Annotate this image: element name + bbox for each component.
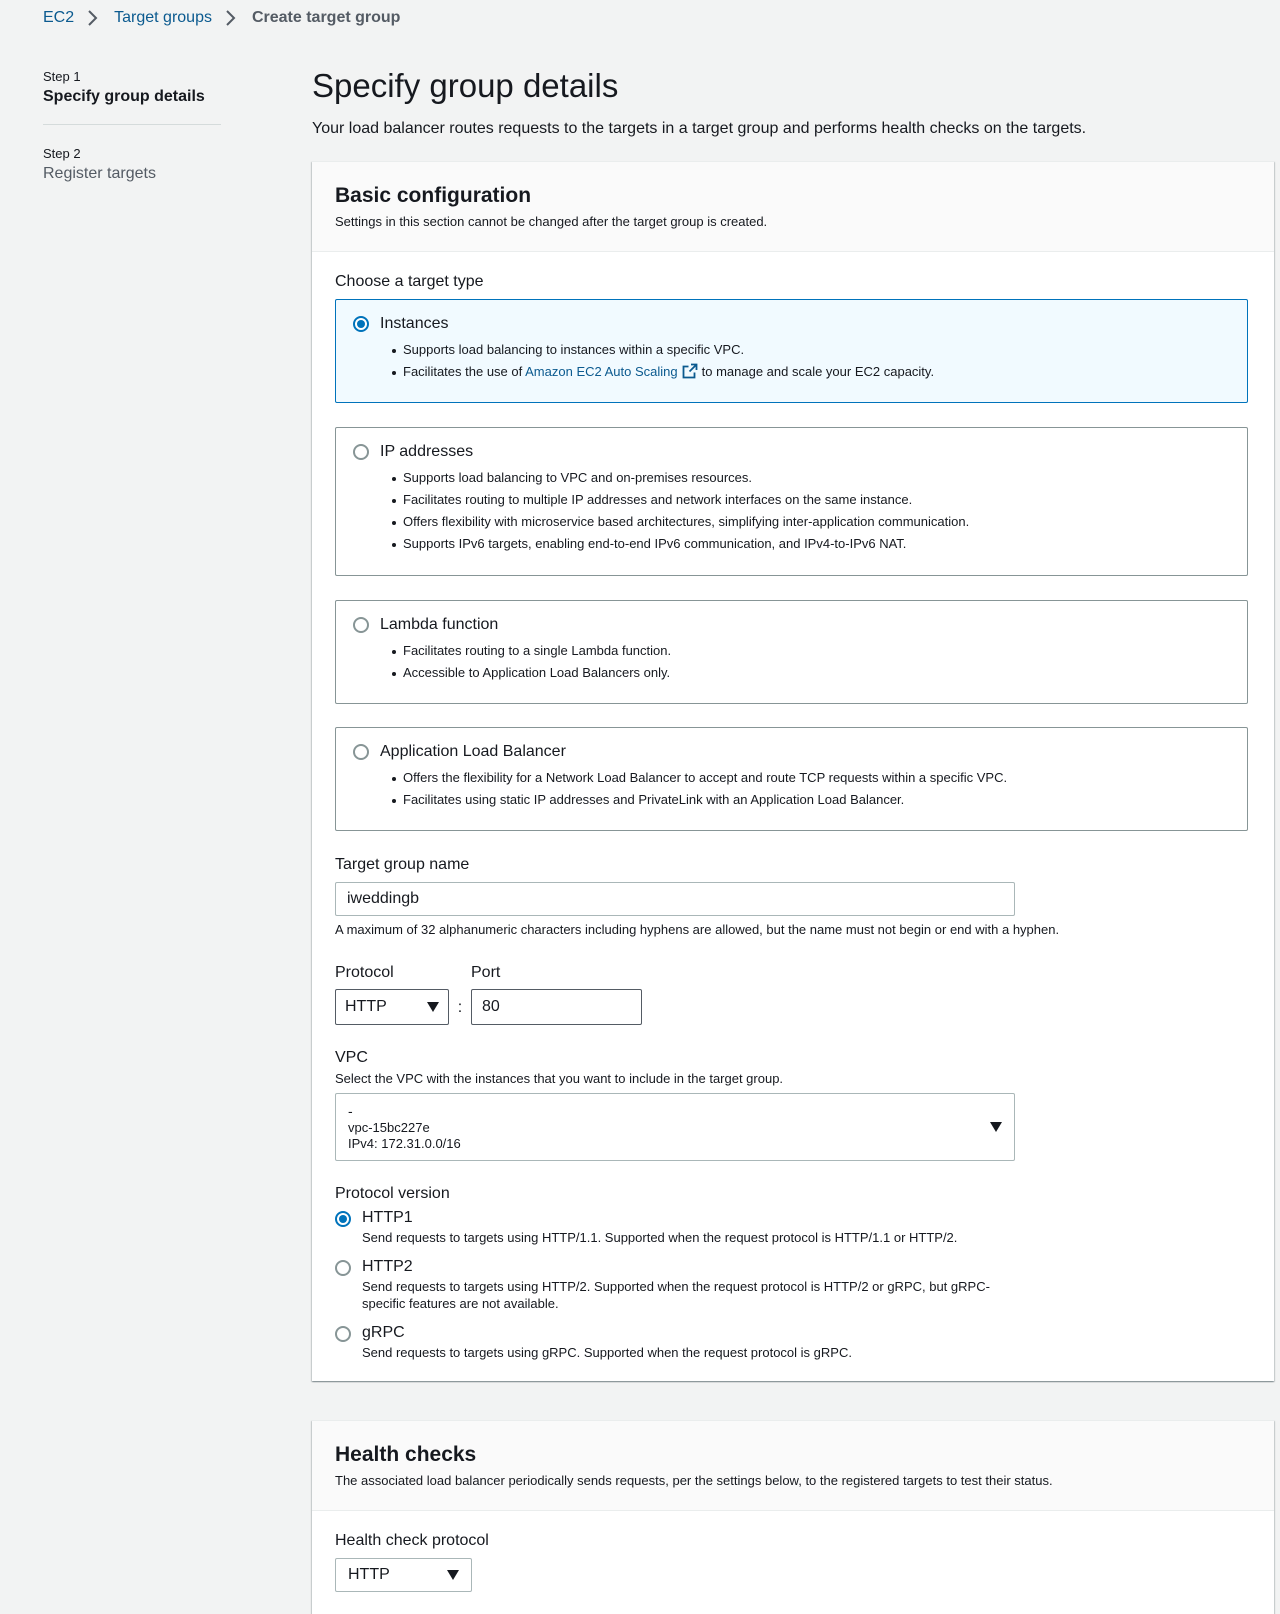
health-check-protocol-select[interactable] — [335, 1558, 472, 1592]
vpc-select[interactable] — [335, 1093, 1015, 1161]
protocol-select[interactable] — [335, 989, 449, 1025]
vpc-cidr: IPv4: 172.31.0.0/16 — [348, 1136, 461, 1151]
external-link-icon[interactable] — [682, 363, 698, 379]
bullet-text: to manage and scale your EC2 capacity. — [701, 364, 935, 379]
target-type-alb-bullets — [403, 767, 1231, 811]
protocol-label: Protocol — [335, 964, 394, 981]
step-2 — [43, 145, 221, 185]
protocol-version-label: Protocol version — [335, 1185, 450, 1202]
target-group-name-label: Target group name — [335, 856, 470, 873]
protocol-version-field — [335, 1183, 1251, 1361]
health-check-protocol-label: Health check protocol — [335, 1532, 489, 1549]
target-group-name-field — [335, 854, 1251, 939]
vpc-name: - — [348, 1103, 353, 1119]
list-item: Supports IPv6 targets, enabling end-to-end IPv6 communication, and IPv4-to-IPv6 NAT. — [403, 533, 1231, 555]
protocol-version-http1[interactable] — [335, 1207, 1251, 1246]
list-item: Accessible to Application Load Balancers only. — [403, 662, 1231, 684]
vpc-hint: Select the VPC with the instances that you want to include in the target group. — [335, 1071, 784, 1086]
target-type-lambda-title: Lambda function — [380, 616, 499, 633]
basic-configuration-subtitle: Settings in this section cannot be changed after the target group is created. — [335, 214, 768, 229]
bullet-text: Facilitates the use of — [403, 364, 523, 379]
protocol-version-http1-desc: Send requests to targets using HTTP/1.1. Supported when the request protocol is HTTP/1.1 or HTTP/2. — [362, 1230, 958, 1245]
target-type-ip-addresses-radio[interactable] — [353, 444, 369, 460]
page-title: Specify group details — [312, 67, 619, 104]
target-type-lambda-tile[interactable] — [335, 600, 1248, 704]
main-content — [312, 64, 1274, 1583]
health-checks-header — [312, 1421, 1274, 1511]
step-1-title: Specify group details — [43, 88, 205, 105]
port-separator: : — [457, 999, 463, 1016]
target-type-alb-radio[interactable] — [353, 744, 369, 760]
protocol-field — [335, 962, 449, 1025]
protocol-version-grpc[interactable] — [335, 1322, 1251, 1361]
health-checks-title: Health checks — [335, 1443, 477, 1466]
list-item: Facilitates using static IP addresses and PrivateLink with an Application Load Balancer. — [403, 789, 1231, 811]
vpc-label: VPC — [335, 1049, 368, 1066]
target-type-label: Choose a target type — [335, 273, 484, 290]
port-field — [471, 962, 642, 1025]
protocol-port-row — [335, 962, 1251, 1025]
caret-down-icon — [990, 1122, 1002, 1132]
target-group-name-hint: A maximum of 32 alphanumeric characters including hyphens are allowed, but the name must not begin or end with a hyphen. — [335, 922, 1060, 937]
list-item — [403, 361, 1231, 383]
vpc-id: vpc-15bc227e — [348, 1120, 430, 1135]
basic-configuration-header — [312, 162, 1274, 252]
port-input[interactable] — [471, 989, 642, 1025]
protocol-version-grpc-radio[interactable] — [335, 1326, 351, 1342]
protocol-version-http1-radio[interactable] — [335, 1211, 351, 1227]
list-item: Offers the flexibility for a Network Load Balancer to accept and route TCP requests within a specific VPC. — [403, 767, 1231, 789]
protocol-version-http2[interactable] — [335, 1256, 1251, 1312]
step-1 — [43, 68, 221, 108]
target-type-instances-bullets — [403, 339, 1231, 383]
step-2-title: Register targets — [43, 165, 156, 182]
health-checks-subtitle: The associated load balancer periodically sends requests, per the settings below, to the registered targets to test their status. — [335, 1473, 1053, 1488]
vpc-selected-value — [348, 1102, 461, 1152]
list-item: Facilitates routing to multiple IP addresses and network interfaces on the same instance. — [403, 489, 1231, 511]
list-item: Offers flexibility with microservice based architectures, simplifying inter-application communication. — [403, 511, 1231, 533]
protocol-version-grpc-desc: Send requests to targets using gRPC. Supported when the request protocol is gRPC. — [362, 1345, 852, 1360]
port-label: Port — [471, 964, 501, 981]
target-type-ip-addresses-title: IP addresses — [380, 443, 474, 460]
caret-down-icon — [447, 1570, 459, 1580]
step-divider — [43, 124, 221, 125]
basic-configuration-panel — [312, 161, 1274, 1381]
health-check-protocol-selected-value: HTTP — [348, 1566, 390, 1583]
basic-configuration-title: Basic configuration — [335, 184, 532, 207]
chevron-right-icon — [86, 9, 100, 27]
health-checks-panel — [312, 1420, 1274, 1614]
health-checks-body — [312, 1511, 1274, 1612]
protocol-selected-value: HTTP — [345, 998, 387, 1015]
target-type-ip-addresses-bullets — [403, 467, 1231, 555]
page-description: Your load balancer routes requests to the targets in a target group and performs health checks on the targets. — [312, 120, 1087, 137]
list-item: Supports load balancing to instances within a specific VPC. — [403, 339, 1231, 361]
protocol-version-http2-desc: Send requests to targets using HTTP/2. Supported when the request protocol is HTTP/2 or gRPC, but gRPC-specific features are not available. — [362, 1279, 990, 1311]
target-type-lambda-bullets — [403, 640, 1231, 684]
protocol-version-http2-radio[interactable] — [335, 1260, 351, 1276]
protocol-version-http2-title: HTTP2 — [362, 1258, 413, 1275]
wizard-steps — [43, 68, 221, 185]
step-2-label: Step 2 — [43, 146, 81, 161]
list-item: Supports load balancing to VPC and on-premises resources. — [403, 467, 1231, 489]
protocol-version-grpc-title: gRPC — [362, 1324, 405, 1341]
target-type-alb-tile[interactable] — [335, 727, 1248, 831]
target-group-name-input[interactable] — [335, 882, 1015, 916]
breadcrumb-current: Create target group — [251, 9, 401, 26]
target-type-ip-addresses-tile[interactable] — [335, 427, 1248, 576]
basic-configuration-body — [312, 252, 1274, 1381]
caret-down-icon — [427, 1002, 439, 1012]
chevron-right-icon — [224, 9, 238, 27]
list-item: Facilitates routing to a single Lambda function. — [403, 640, 1231, 662]
target-type-lambda-radio[interactable] — [353, 617, 369, 633]
breadcrumb-ec2-link[interactable]: EC2 — [43, 9, 75, 26]
protocol-version-http1-title: HTTP1 — [362, 1209, 413, 1226]
target-type-instances-tile[interactable] — [335, 299, 1248, 403]
vpc-field — [335, 1047, 1251, 1161]
target-type-alb-title: Application Load Balancer — [380, 743, 566, 760]
step-1-label: Step 1 — [43, 69, 81, 84]
target-type-instances-radio[interactable] — [353, 316, 369, 332]
target-type-instances-title: Instances — [380, 315, 449, 332]
amazon-ec2-auto-scaling-link[interactable]: Amazon EC2 Auto Scaling — [525, 364, 678, 379]
breadcrumb-target-groups-link[interactable]: Target groups — [114, 9, 212, 26]
breadcrumb — [43, 6, 400, 30]
